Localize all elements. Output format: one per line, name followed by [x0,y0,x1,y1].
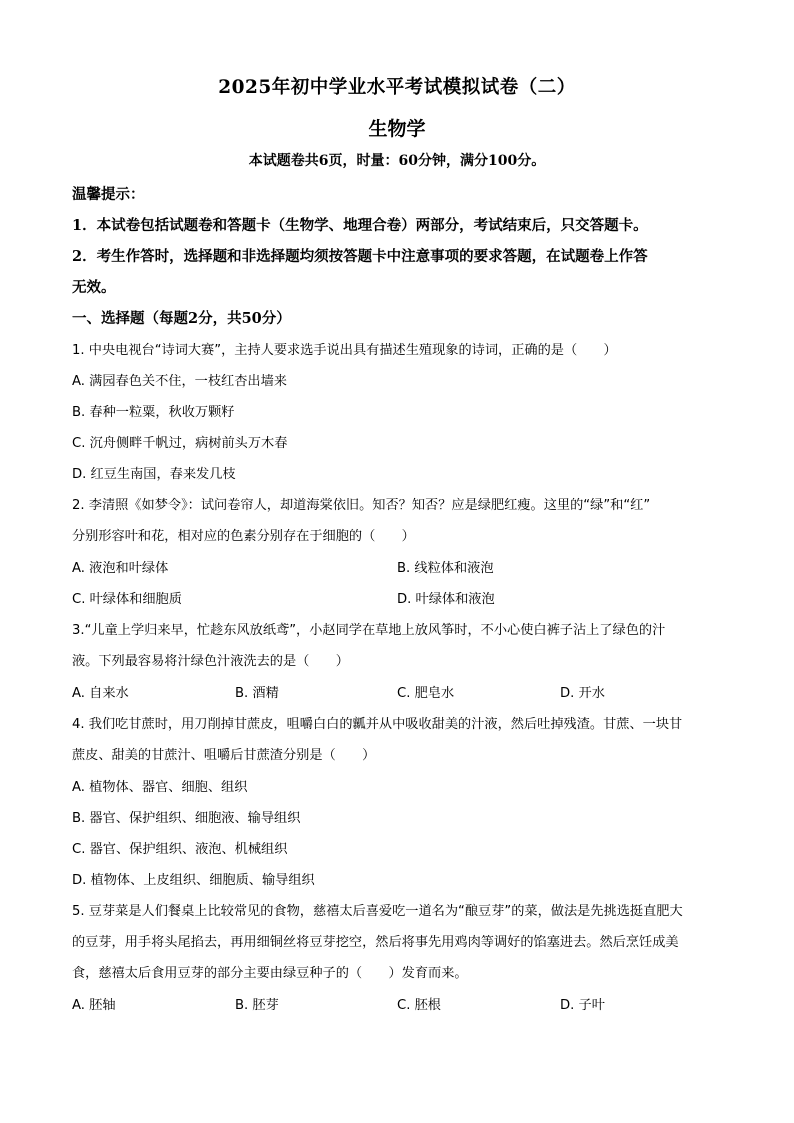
question-2-stem-line-2: 分别形容叶和花，相对应的色素分别存在于细胞的（ ） [72,529,415,544]
question-3-option-d: D. 开水 [560,686,605,701]
question-2-option-d: D. 叶绿体和液泡 [397,592,495,607]
question-4-stem-line-1: 4. 我们吃甘蔗时，用刀削掉甘蔗皮，咀嚼白白的瓤并从中吸收甜美的汁液，然后吐掉残渣。甘蔗、一块甘 [72,717,683,732]
question-2-option-a: A. 液泡和叶绿体 [72,561,169,576]
question-3-stem-line-2: 液。下列最容易将汁绿色汁液洗去的是（ ） [72,654,349,669]
question-4-stem-line-2: 蔗皮、甜美的甘蔗汁、咀嚼后甘蔗渣分别是（ ） [72,748,376,763]
question-1-option-b: B. 春种一粒粟，秋收万颗籽 [72,405,235,420]
notice-item-2-line-1: 2．考生作答时，选择题和非选择题均须按答题卡中注意事项的要求答题，在试题卷上作答 [72,248,648,265]
question-5-stem-line-1: 5. 豆芽菜是人们餐桌上比较常见的食物，慈禧太后喜爱吃一道名为“酿豆芽”的菜，做法是先挑选挺直肥大 [72,904,683,919]
question-2-option-b: B. 线粒体和液泡 [397,561,494,576]
question-4-option-b: B. 器官、保护组织、细胞液、输导组织 [72,811,301,826]
subject-title: 生物学 [368,118,426,140]
question-5-stem-line-3: 食，慈禧太后食用豆芽的部分主要由绿豆种子的（ ）发育而来。 [72,966,468,981]
question-1-stem: 1. 中央电视台“诗词大赛”，主持人要求选手说出具有描述生殖现象的诗词，正确的是（ ） [72,343,617,358]
question-1-option-d: D. 红豆生南国，春来发几枝 [72,467,236,482]
question-3-option-a: A. 自来水 [72,686,129,701]
notice-item-2-line-2: 无效。 [72,279,116,296]
question-1-option-a: A. 满园春色关不住，一枝红杏出墙来 [72,374,287,389]
exam-title: 2025年初中学业水平考试模拟试卷（二） [218,77,576,98]
question-5-option-d: D. 子叶 [560,998,605,1013]
notice-heading: 温馨提示： [72,186,145,203]
question-4-option-c: C. 器官、保护组织、液泡、机械组织 [72,842,288,857]
question-3-option-c: C. 肥皂水 [397,686,455,701]
exam-info: 本试题卷共6页，时量：60分钟，满分100分。 [248,153,546,169]
question-1-option-c: C. 沉舟侧畔千帆过，病树前头万木春 [72,436,288,451]
question-3-stem-line-1: 3.“儿童上学归来早，忙趁东风放纸鸢”，小赵同学在草地上放风筝时，不小心使白裤子沾上了绿色的汁 [72,623,666,638]
question-5-option-a: A. 胚轴 [72,998,116,1013]
question-5-stem-line-2: 的豆芽，用手将头尾掐去，再用细铜丝将豆芽挖空，然后将事先用鸡肉等调好的馅塞进去。然后烹饪成美 [72,935,679,950]
question-4-option-a: A. 植物体、器官、细胞、组织 [72,780,248,795]
question-5-option-b: B. 胚芽 [235,998,279,1013]
section-heading: 一、选择题（每题2分，共50分） [72,310,291,327]
question-3-option-b: B. 酒精 [235,686,279,701]
question-4-option-d: D. 植物体、上皮组织、细胞质、输导组织 [72,873,315,888]
question-2-stem-line-1: 2. 李清照《如梦令》：试问卷帘人，却道海棠依旧。知否？知否？应是绿肥红瘦。这里的“绿”和“红” [72,498,651,513]
question-2-option-c: C. 叶绿体和细胞质 [72,592,182,607]
question-5-option-c: C. 胚根 [397,998,441,1013]
notice-item-1: 1．本试卷包括试题卷和答题卡（生物学、地理合卷）两部分，考试结束后，只交答题卡。 [72,217,648,234]
